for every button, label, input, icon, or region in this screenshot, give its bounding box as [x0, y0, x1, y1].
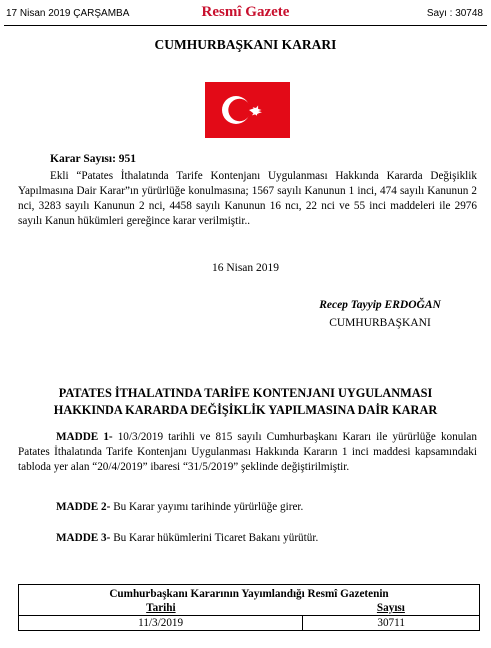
table-row	[19, 616, 480, 631]
article-3	[56, 532, 318, 544]
table-cell-issue: 30711	[303, 616, 480, 631]
table-col-issue: Sayısı	[303, 601, 480, 616]
article-3-text: Bu Karar hükümlerini Ticaret Bakanı yürütür.	[110, 532, 319, 544]
header-date: 17 Nisan 2019 ÇARŞAMBA	[6, 8, 130, 19]
decree-date: 16 Nisan 2019	[211, 262, 280, 274]
table-cell-date: 11/3/2019	[19, 616, 303, 631]
gazette-title: Resmî Gazete	[201, 4, 290, 20]
gazette-reference-table	[18, 584, 480, 631]
article-2-label: MADDE 2-	[56, 501, 111, 513]
table-header-row	[19, 585, 480, 602]
signatory-name: Recep Tayyip ERDOĞAN	[319, 299, 441, 311]
turkish-flag-icon	[205, 82, 290, 138]
table-subheader-row	[19, 601, 480, 616]
article-2	[56, 501, 303, 513]
decree-number: Karar Sayısı: 951	[50, 153, 137, 165]
decree-intro-paragraph: Ekli “Patates İthalatında Tarife Kontenjanı Uygulanması Hakkında Kararda Değişiklik Yapılmasına Dair Karar”ın yürürlüğe konulmasına; 1567 sayılı Kanunun 1 inci, 474 sayılı Kanunun 2 nci, 3283 sayılı Kanunun 2 nci, 4458 sayılı Kanunun 16 ncı, 22 nci ve 55 inci maddeleri ile 2976 sayılı Kanun hükümleri gereğince karar verilmiştir..	[18, 170, 477, 227]
article-1	[18, 430, 477, 475]
annex-title-line1: PATATES İTHALATINDA TARİFE KONTENJANI UYGULANMASI	[58, 386, 433, 400]
table-col-date: Tarihi	[19, 601, 303, 616]
document-title: CUMHURBAŞKANI KARARI	[154, 37, 337, 52]
issue-number: Sayı : 30748	[426, 8, 483, 19]
article-1-text: 10/3/2019 tarihli ve 815 sayılı Cumhurbaşkanı Kararı ile yürürlüğe konulan Patates İthalatında Tarife Kontenjanı Uygulanması Hakkında Kararın 1 inci maddesi kapsamındaki tabloda yer alan “20/4/2019” ibaresi “31/5/2019” şeklinde değiştirilmiştir.	[18, 431, 477, 473]
signatory-title: CUMHURBAŞKANI	[329, 317, 431, 329]
article-3-label: MADDE 3-	[56, 532, 111, 544]
table-header: Cumhurbaşkanı Kararının Yayımlandığı Resmî Gazetenin	[19, 585, 480, 602]
annex-title-line2: HAKKINDA KARARDA DEĞİŞİKLİK YAPILMASINA DAİR KARAR	[53, 403, 438, 417]
article-1-label: MADDE 1-	[56, 431, 113, 443]
header-divider	[4, 25, 487, 26]
article-2-text: Bu Karar yayımı tarihinde yürürlüğe girer.	[110, 501, 304, 513]
